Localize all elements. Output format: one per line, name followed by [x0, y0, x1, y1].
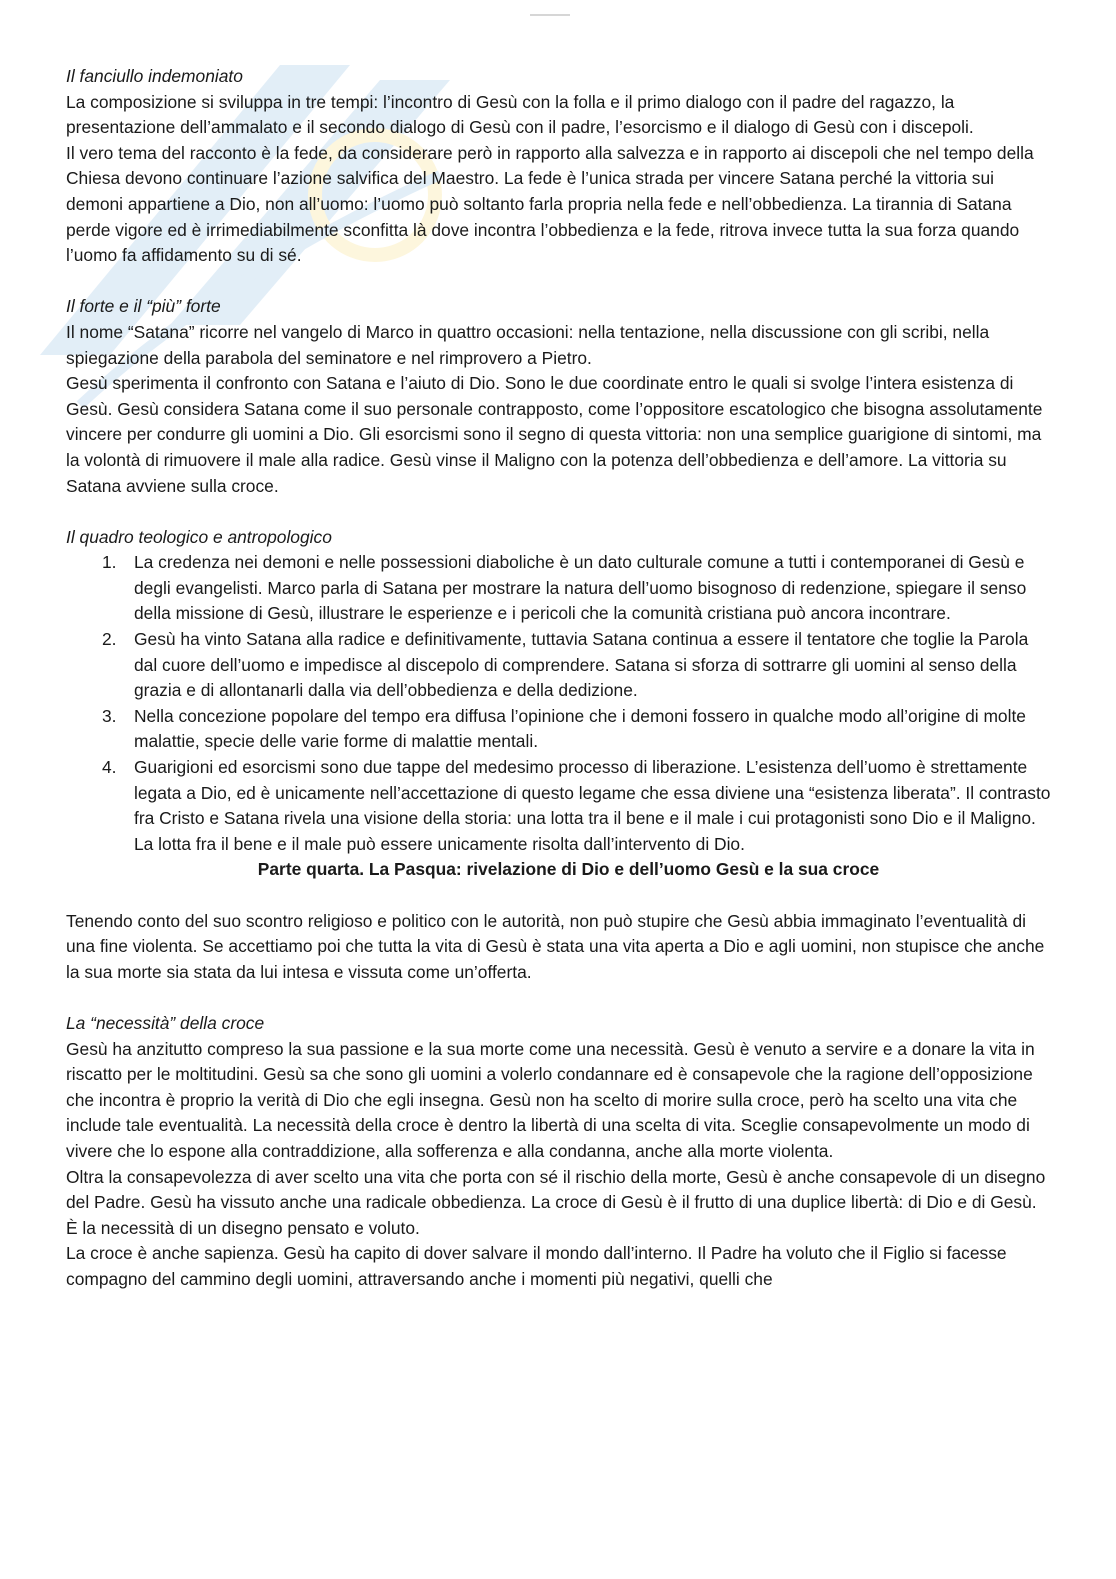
document-page [66, 64, 1051, 1293]
part-title: Parte quarta. La Pasqua: rivelazione di Dio e dell’uomo Gesù e la sua croce [257, 859, 880, 880]
list-item-text: Guarigioni ed esorcismi sono due tappe del medesimo processo di liberazione. L’esistenza dell’uomo è strettamente legata a Dio, ed è unicamente nell’accettazione di questo legame che essa diviene una “esistenza liberata”. Il contrasto fra Cristo e Satana rivela una visione della storia: una lotta tra il bene e il male i cui protagonisti sono Dio e il Maligno. La lotta fra il bene e il male può essere unicamente risolta dall’intervento di Dio. [134, 757, 1051, 854]
paragraph: Gesù sperimenta il confronto con Satana e l’aiuto di Dio. Sono le due coordinate entro le quali si svolge l’intera esistenza di Gesù. Gesù considera Satana come il suo personale contrapposto, come l’oppositore escatologico che bisogna assolutamente vincere per condurre gli uomini a Dio. Gli esorcismi sono il segno di questa vittoria: non una semplice guarigione di sintomi, ma la volontà di rimuovere il male alla radice. Gesù vinse il Maligno con la potenza dell’obbedienza e dell’amore. La vittoria su Satana avviene sulla croce. [66, 373, 1043, 496]
list-item [66, 627, 1051, 704]
list-item-text: Gesù ha vinto Satana alla radice e definitivamente, tuttavia Satana continua a essere il tentatore che toglie la Parola dal cuore dell’uomo e impedisce al discepolo di comprendere. Satana si sforza di sottrarre gli uomini al senso della grazia e di allontanarli dalla via dell’obbedienza e della dedizione. [134, 629, 1029, 701]
list-item-number: 2. [102, 629, 117, 650]
section-title-fanciullo: Il fanciullo indemoniato [66, 66, 243, 86]
paragraph: Oltra la consapevolezza di aver scelto una vita che porta con sé il rischio della morte, Gesù è anche consapevole di un disegno del Padre. Gesù ha vissuto anche una radicale obbedienza. La croce di Gesù è il frutto di una duplice libertà: di Dio e di Gesù. È la necessità di un disegno pensato e voluto. [66, 1166, 1046, 1238]
paragraph: Il vero tema del racconto è la fede, da considerare però in rapporto alla salvezza e in rapporto ai discepoli che nel tempo della Chiesa devono continuare l’azione salvifica del Maestro. La fede è l’unica strada per vincere Satana perché la vittoria sui demoni appartiene a Dio, non all’uomo: l’uomo può soltanto farla propria nella fede e nell’obbedienza. La tirannia di Satana perde vigore ed è irrimediabilmente sconfitta là dove incontra l’obbedienza e la fede, ritrova invece tutta la sua forza quando l’uomo fa affidamento su di sé. [66, 142, 1034, 266]
section-title-necessita: La “necessità” della croce [66, 1012, 265, 1033]
list-item [66, 755, 1051, 857]
paragraph: La composizione si sviluppa in tre tempi: l’incontro di Gesù con la folla e il primo dialogo con il padre del ragazzo, la presentazione dell’ammalato e il secondo dialogo di Gesù con il padre, l’esorcismo e il dialogo di Gesù con i discepoli. [66, 91, 974, 138]
paragraph: La croce è anche sapienza. Gesù ha capito di dover salvare il mondo dall’interno. Il Padre ha voluto che il Figlio si facesse compagno del cammino degli uomini, attraversando anche i momenti più negativi, quelli che [66, 1243, 1007, 1289]
list-item-number: 3. [102, 705, 117, 726]
section-title-forte: Il forte e il “più” forte [66, 296, 221, 317]
list-item-text: Nella concezione popolare del tempo era diffusa l’opinione che i demoni fossero in qualche modo all’origine di molte malattie, specie delle varie forme di malattie mentali. [134, 705, 1026, 752]
header-mark [530, 4, 570, 8]
list-item-number: 4. [102, 757, 117, 778]
paragraph: Il nome “Satana” ricorre nel vangelo di Marco in quattro occasioni: nella tentazione, nella discussione con gli scribi, nella spiegazione della parabola del seminatore e nel rimprovero a Pietro. [66, 321, 990, 368]
list-item-number: 1. [102, 552, 117, 573]
section-title-quadro: Il quadro teologico e antropologico [66, 526, 332, 547]
list-item [66, 704, 1051, 755]
list-item [66, 550, 1051, 627]
numbered-list [66, 550, 1051, 857]
paragraph: Gesù ha anzitutto compreso la sua passione e la sua morte come una necessità. Gesù è venuto a servire e a donare la vita in riscatto per le moltitudini. Gesù sa che sono gli uomini a volerlo condannare ed è consapevole che la ragione dell’opposizione che incontra è proprio la verità di Dio che egli insegna. Gesù non ha scelto di morire sulla croce, però ha scelto una vita che include tale eventualità. La necessità della croce è dentro la libertà di una scelta di vita. Sceglie consapevolmente un modo di vivere che lo espone alla contraddizione, alla sofferenza e alla condanna, anche alla morte violenta. [66, 1038, 1035, 1161]
paragraph: Tenendo conto del suo scontro religioso e politico con le autorità, non può stupire che Gesù abbia immaginato l’eventualità di una fine violenta. Se accettiamo poi che tutta la vita di Gesù è stata una vita aperta a Dio e agli uomini, non stupisce che anche la sua morte sia stata da lui intesa e vissuta come un’offerta. [66, 910, 1045, 982]
list-item-text: La credenza nei demoni e nelle possessioni diaboliche è un dato culturale comune a tutti i contemporanei di Gesù e degli evangelisti. Marco parla di Satana per mostrare la natura dell’uomo bisognoso di redenzione, spiegare il senso della missione di Gesù, illustrare le esperienze e i pericoli che la comunità cristiana può ancora incontrare. [134, 552, 1027, 624]
